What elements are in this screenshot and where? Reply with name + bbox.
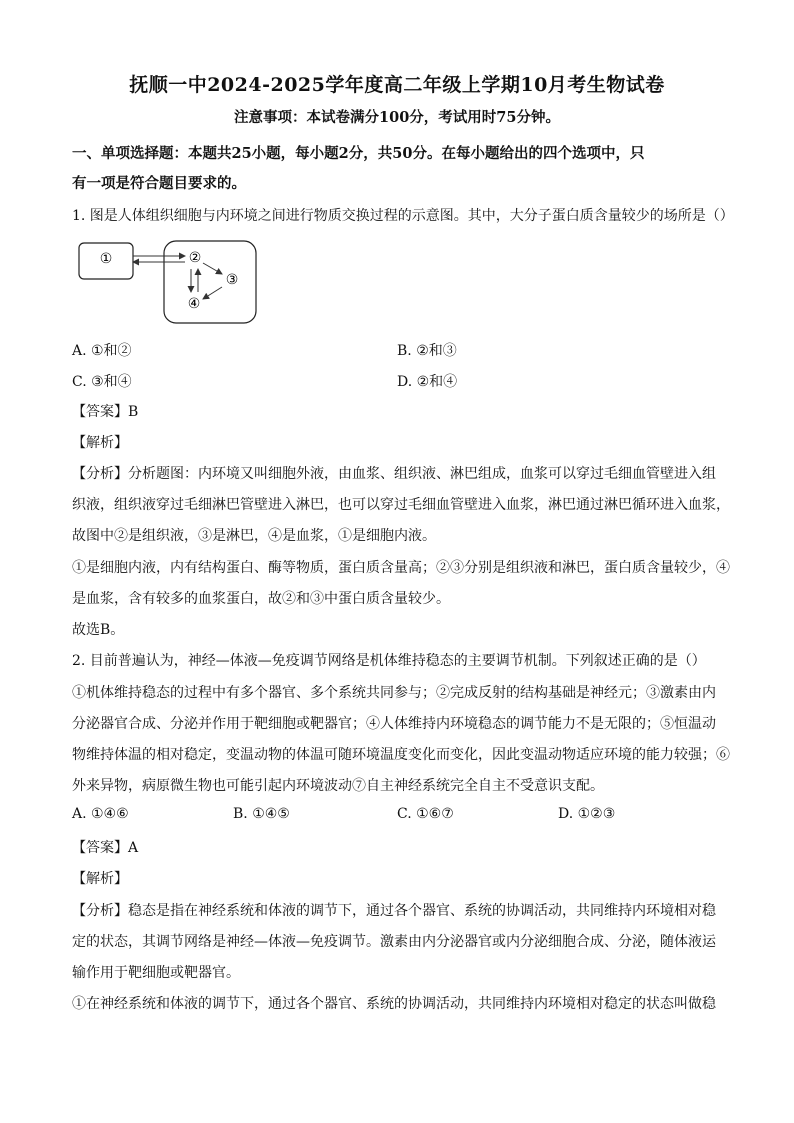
q1-analysis-line: 是血浆，含有较多的血浆蛋白，故②和③中蛋白质含量较少。 — [72, 591, 450, 607]
q1-option-d: D. ②和④ — [397, 374, 458, 390]
internal-environment-box — [164, 241, 256, 323]
q2-answer: 【答案】A — [72, 840, 139, 856]
q2-option-c: C. ①⑥⑦ — [397, 806, 454, 822]
q1-analysis-line: 故选B。 — [72, 622, 125, 638]
arrow-2-to-3 — [203, 263, 222, 274]
q2-stem-line: 2. 目前普遍认为，神经—体液—免疫调节网络是机体维持稳态的主要调节机制。下列叙述正确的是（） — [72, 653, 706, 669]
node-2-label: ② — [188, 250, 202, 266]
section-heading-line-1: 一、单项选择题：本题共25小题，每小题2分，共50分。在每小题给出的四个选项中，只 — [72, 145, 645, 162]
q2-stem-line: ①机体维持稳态的过程中有多个器官、多个系统共同参与；②完成反射的结构基础是神经元；③激素由内 — [72, 685, 716, 701]
exam-title: 抚顺一中2024-2025学年度高二年级上学期10月考生物试卷 — [129, 74, 665, 96]
q1-option-b: B. ②和③ — [397, 343, 457, 359]
q1-stem: 1. 图是人体组织细胞与内环境之间进行物质交换过程的示意图。其中，大分子蛋白质含量较少的场所是（） — [72, 208, 734, 224]
q1-option-c: C. ③和④ — [72, 374, 132, 390]
node-1-label: ① — [99, 251, 113, 267]
q2-option-d: D. ①②③ — [558, 806, 616, 822]
q2-analysis-line: 输作用于靶细胞或靶器官。 — [72, 965, 240, 981]
q2-analysis-line: 定的状态，其调节网络是神经—体液—免疫调节。激素由内分泌器官或内分泌细胞合成、分泌，随体液运 — [72, 934, 716, 950]
q2-analysis-line: ①在神经系统和体液的调节下，通过各个器官、系统的协调活动，共同维持内环境相对稳定的状态叫做稳 — [72, 996, 716, 1012]
q1-diagram — [72, 236, 272, 328]
q1-analysis-line: 故图中②是组织液，③是淋巴，④是血浆，①是细胞内液。 — [72, 528, 436, 544]
q2-stem-line: 物维持体温的相对稳定，变温动物的体温可随环境温度变化而变化，因此变温动物适应环境的能力较强；⑥ — [72, 747, 730, 763]
q2-option-b: B. ①④⑤ — [233, 806, 290, 822]
q1-analysis-line: 【分析】分析题图：内环境又叫细胞外液，由血浆、组织液、淋巴组成，血浆可以穿过毛细血管壁进入组 — [72, 466, 716, 482]
exam-notice: 注意事项：本试卷满分100分，考试用时75分钟。 — [234, 109, 560, 126]
q2-stem-line: 外来异物，病原微生物也可能引起内环境波动⑦自主神经系统完全自主不受意识支配。 — [72, 778, 604, 794]
q1-option-a: A. ①和② — [72, 343, 132, 359]
q2-analysis-line: 【分析】稳态是指在神经系统和体液的调节下，通过各个器官、系统的协调活动，共同维持内环境相对稳 — [72, 903, 716, 919]
q2-analysis-heading: 【解析】 — [72, 871, 128, 887]
node-4-label: ④ — [187, 296, 201, 312]
q2-stem-line: 分泌器官合成、分泌并作用于靶细胞或靶器官；④人体维持内环境稳态的调节能力不是无限的；⑤恒温动 — [72, 716, 716, 732]
q1-answer: 【答案】B — [72, 404, 139, 420]
q2-option-a: A. ①④⑥ — [72, 806, 129, 822]
q1-analysis-heading: 【解析】 — [72, 435, 128, 451]
node-3-label: ③ — [225, 272, 239, 288]
arrow-3-to-4 — [203, 287, 222, 299]
section-heading-line-2: 有一项是符合题目要求的。 — [72, 175, 246, 192]
q1-analysis-line: 织液，组织液穿过毛细淋巴管壁进入淋巴，也可以穿过毛细血管壁进入血浆，淋巴通过淋巴循环进入血浆， — [72, 497, 730, 513]
q1-analysis-line: ①是细胞内液，内有结构蛋白、酶等物质，蛋白质含量高；②③分别是组织液和淋巴，蛋白质含量较少，④ — [72, 560, 730, 576]
